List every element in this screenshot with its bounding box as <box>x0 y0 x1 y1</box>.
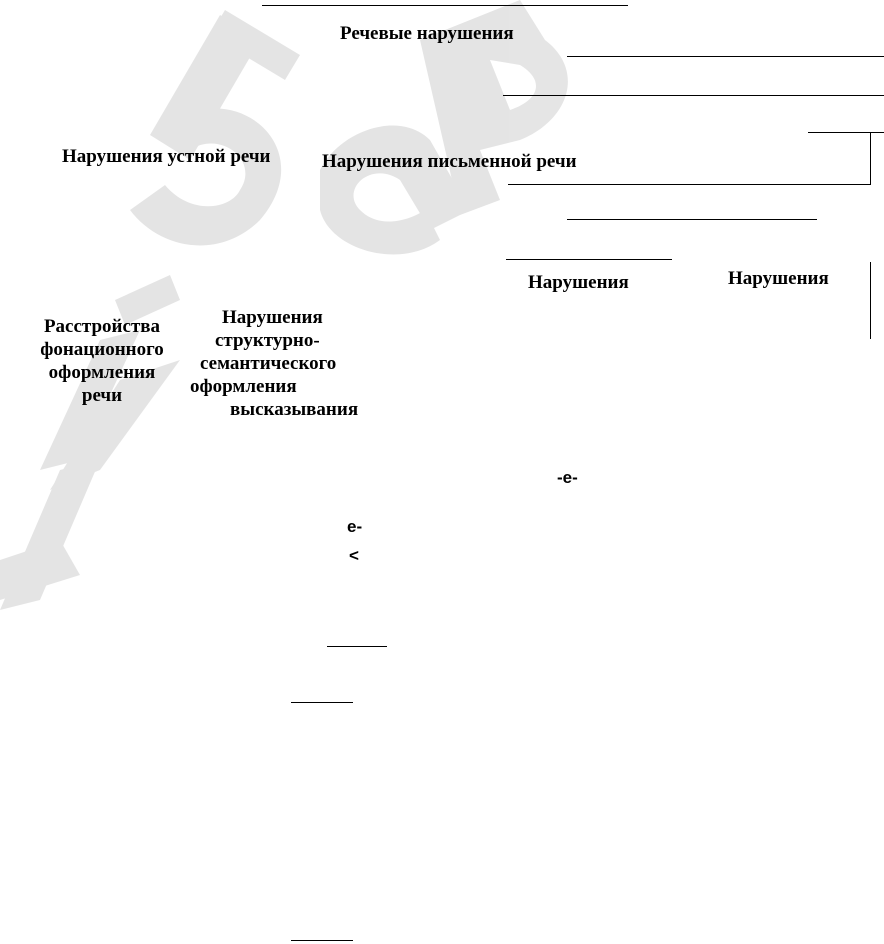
connector-line <box>506 259 672 260</box>
node-line: высказывания <box>230 399 359 420</box>
connector-line <box>808 132 884 133</box>
connector-line <box>567 56 884 57</box>
node-line: семантического <box>200 353 337 374</box>
node-line: Нарушения <box>222 307 323 328</box>
node-line: фонационного <box>40 339 164 360</box>
connector-line <box>503 95 884 96</box>
node-line: оформления <box>190 376 297 397</box>
connector-line <box>870 262 871 339</box>
phonation-disorders-node <box>16 315 188 407</box>
top-rule <box>262 5 628 6</box>
written-subtype-label-1: Нарушения <box>528 272 629 293</box>
connector-line <box>327 646 387 647</box>
arrow-mark: < <box>349 546 359 565</box>
node-line: структурно- <box>215 330 320 351</box>
written-speech-node-label: Нарушения письменной речи <box>322 151 577 172</box>
node-line: речи <box>81 385 123 406</box>
connector-line <box>567 219 817 220</box>
arrow-mark: e- <box>347 517 363 536</box>
structural-semantic-disorders-node <box>190 306 390 421</box>
connector-line <box>870 132 871 184</box>
root-node-label: Речевые нарушения <box>340 23 514 44</box>
node-line: оформления <box>48 362 156 383</box>
oral-speech-node-label: Нарушения устной речи <box>62 146 271 167</box>
node-line: Расстройства <box>43 316 161 337</box>
connector-line <box>291 702 353 703</box>
connector-line <box>291 940 353 941</box>
connector-line <box>508 184 871 185</box>
arrow-mark: -e- <box>557 468 578 487</box>
written-subtype-label-2: Нарушения <box>728 268 829 289</box>
